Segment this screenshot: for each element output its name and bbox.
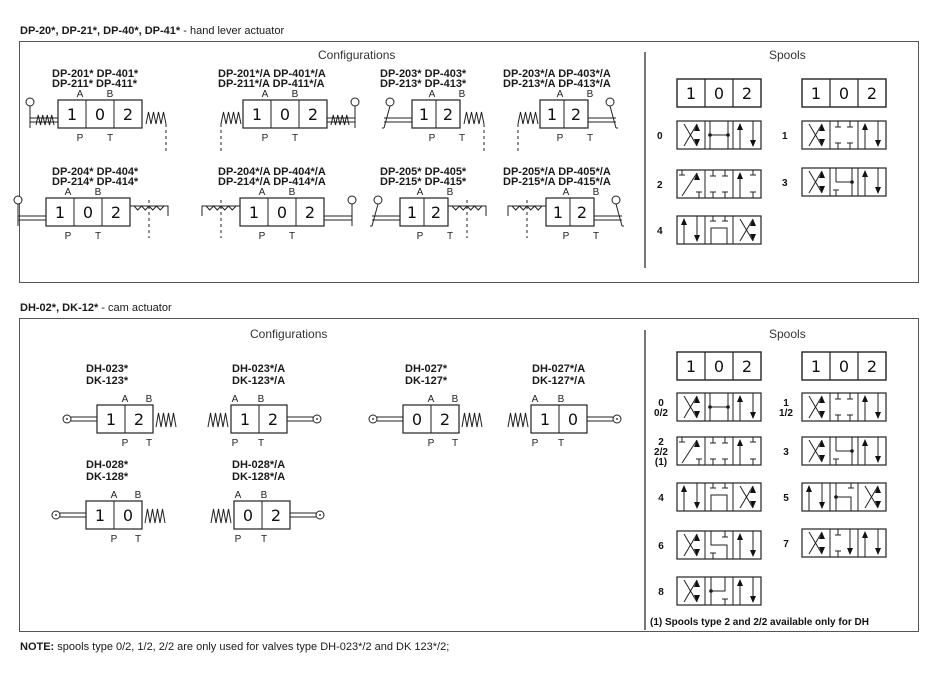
spring-icon <box>36 115 54 125</box>
port-p: P <box>428 133 436 144</box>
port-b: B <box>557 394 565 405</box>
spring-icon <box>464 112 484 124</box>
spool-symbol <box>677 483 761 511</box>
position-number: 0 <box>122 506 134 525</box>
port-b: B <box>458 89 466 100</box>
position-number: 1 <box>248 203 260 222</box>
port-b: B <box>257 394 265 405</box>
config-label: DP-211* DP-411* <box>52 78 137 90</box>
port-a: A <box>556 89 564 100</box>
position-number: 2 <box>110 203 122 222</box>
config-label: DP-204*/A DP-404*/A <box>218 166 326 178</box>
port-t: T <box>288 231 296 242</box>
spool-label: 8 <box>658 587 664 598</box>
spools-heading: Spools <box>769 48 806 62</box>
spool-label: 1 <box>782 131 788 142</box>
position-number: 1 <box>810 357 822 376</box>
spool-label: 6 <box>658 541 664 552</box>
port-a: A <box>416 187 424 198</box>
port-t: T <box>145 438 153 449</box>
lever-knob-icon <box>348 196 356 204</box>
config-label: DK-123* <box>86 375 129 387</box>
port-a: A <box>110 490 118 501</box>
position-number: 2 <box>270 506 282 525</box>
spool-symbol <box>802 393 886 421</box>
note-text: spools type 0/2, 1/2, 2/2 are only used for valves type DH-023*/2 and DK 123*/2; <box>54 641 450 653</box>
spool-label: 5 <box>783 493 789 504</box>
position-number: 0 <box>94 105 106 124</box>
position-number: 1 <box>66 105 78 124</box>
spool-label: 0/2 <box>654 408 668 419</box>
port-a: A <box>428 89 436 100</box>
port-p: P <box>562 231 570 242</box>
config-label: DP-214* DP-414* <box>52 176 139 188</box>
position-number: 2 <box>307 105 319 124</box>
spool-label: 1 <box>783 398 789 409</box>
port-a: A <box>261 89 269 100</box>
lever-knob-icon <box>14 196 22 204</box>
config-label: DP-213*/A DP-413*/A <box>503 78 611 90</box>
position-number: 0 <box>838 357 850 376</box>
port-b: B <box>134 490 142 501</box>
section-title-models: DP-20*, DP-21*, DP-40*, DP-41* <box>20 25 181 37</box>
lever-knob-icon <box>351 98 359 106</box>
port-t: T <box>586 133 594 144</box>
position-number: 1 <box>685 357 697 376</box>
position-number: 1 <box>418 105 430 124</box>
config-label: DK-128* <box>86 471 129 483</box>
position-number: 1 <box>105 410 117 429</box>
position-number: 1 <box>552 203 564 222</box>
position-number: 1 <box>94 506 106 525</box>
spool-label: 2 <box>658 437 664 448</box>
config-label: DH-023*/A <box>232 363 286 375</box>
position-number: 2 <box>430 203 442 222</box>
position-number: 0 <box>713 84 725 103</box>
spool-label: 4 <box>657 226 663 237</box>
port-a: A <box>427 394 435 405</box>
position-number: 2 <box>741 357 753 376</box>
port-t: T <box>592 231 600 242</box>
config-label: DK-127*/A <box>532 375 586 387</box>
section-title-desc: - hand lever actuator <box>180 25 285 37</box>
position-number: 0 <box>838 84 850 103</box>
spool-symbol <box>802 121 886 149</box>
spool-label: 3 <box>783 447 789 458</box>
note <box>20 641 449 653</box>
position-number: 1 <box>251 105 263 124</box>
position-number: 0 <box>279 105 291 124</box>
position-number: 2 <box>442 105 454 124</box>
port-p: P <box>234 534 242 545</box>
port-a: A <box>121 394 129 405</box>
config-label: DP-214*/A DP-414*/A <box>218 176 326 188</box>
port-a: A <box>531 394 539 405</box>
section-title-models: DH-02*, DK-12* <box>20 302 99 314</box>
spring-icon <box>156 413 176 427</box>
position-number: 0 <box>567 410 579 429</box>
position-number: 1 <box>54 203 66 222</box>
spool-label: 4 <box>658 493 664 504</box>
config-label: DP-201*/A DP-401*/A <box>218 68 326 80</box>
port-p: P <box>531 438 539 449</box>
spool-label: 0 <box>657 131 663 142</box>
lever-knob-icon <box>374 196 382 204</box>
port-a: A <box>231 394 239 405</box>
port-b: B <box>94 187 102 198</box>
lever-knob-icon <box>26 98 34 106</box>
config-label: DP-211*/A DP-411*/A <box>218 78 325 90</box>
spool-symbol <box>802 529 886 557</box>
position-number: 1 <box>406 203 418 222</box>
config-label: DH-027*/A <box>532 363 586 375</box>
position-number: 2 <box>439 410 451 429</box>
config-label: DP-201* DP-401* <box>52 68 139 80</box>
position-number: 2 <box>267 410 279 429</box>
config-label: DP-205*/A DP-405*/A <box>503 166 611 178</box>
position-number: 0 <box>242 506 254 525</box>
port-a: A <box>76 89 84 100</box>
config-label: DH-023* <box>86 363 129 375</box>
port-b: B <box>145 394 153 405</box>
position-number: 2 <box>741 84 753 103</box>
port-t: T <box>106 133 114 144</box>
port-p: P <box>258 231 266 242</box>
config-label: DP-213* DP-413* <box>380 78 467 90</box>
spring-icon <box>518 112 538 124</box>
config-label: DK-127* <box>405 375 448 387</box>
spool-label: 2 <box>657 180 663 191</box>
position-number: 0 <box>276 203 288 222</box>
config-label: DP-205* DP-405* <box>380 166 467 178</box>
port-t: T <box>458 133 466 144</box>
spring-icon <box>208 413 228 427</box>
config-label: DH-028* <box>86 459 129 471</box>
port-b: B <box>451 394 459 405</box>
port-b: B <box>288 187 296 198</box>
spring-icon <box>145 509 165 523</box>
spool-label: 7 <box>783 539 789 550</box>
spring-icon <box>211 509 231 523</box>
port-t: T <box>257 438 265 449</box>
position-number: 1 <box>539 410 551 429</box>
position-number: 1 <box>239 410 251 429</box>
port-b: B <box>592 187 600 198</box>
spool-footnote: (1) Spools type 2 and 2/2 available only for DH <box>650 617 869 628</box>
port-a: A <box>64 187 72 198</box>
port-t: T <box>260 534 268 545</box>
port-p: P <box>64 231 72 242</box>
configurations-heading: Configurations <box>250 327 328 341</box>
port-b: B <box>106 89 114 100</box>
config-label: DK-128*/A <box>232 471 286 483</box>
configurations-heading: Configurations <box>318 48 396 62</box>
spring-icon <box>462 413 482 427</box>
config-label: DP-204* DP-404* <box>52 166 139 178</box>
position-number: 2 <box>122 105 134 124</box>
lever-knob-icon <box>606 98 614 106</box>
config-label: DP-203* DP-403* <box>380 68 467 80</box>
port-b: B <box>586 89 594 100</box>
config-label: DP-215*/A DP-415*/A <box>503 176 611 188</box>
port-p: P <box>76 133 84 144</box>
spool-label: (1) <box>654 457 668 468</box>
position-number: 2 <box>866 84 878 103</box>
position-number: 1 <box>810 84 822 103</box>
note-label: NOTE: <box>20 641 55 653</box>
position-number: 0 <box>82 203 94 222</box>
config-label: DK-123*/A <box>232 375 286 387</box>
spring-icon <box>221 112 241 124</box>
port-a: A <box>562 187 570 198</box>
config-label: DH-027* <box>405 363 448 375</box>
port-p: P <box>121 438 129 449</box>
spring-icon <box>508 413 528 427</box>
spool-label: 1/2 <box>779 408 793 419</box>
port-p: P <box>416 231 424 242</box>
port-p: P <box>556 133 564 144</box>
lever-knob-icon <box>386 98 394 106</box>
config-label: DP-215* DP-415* <box>380 176 467 188</box>
port-t: T <box>557 438 565 449</box>
port-t: T <box>134 534 142 545</box>
spool-label: 2/2 <box>654 447 668 458</box>
port-t: T <box>291 133 299 144</box>
position-number: 1 <box>546 105 558 124</box>
position-number: 2 <box>304 203 316 222</box>
port-t: T <box>451 438 459 449</box>
spool-symbol <box>677 216 761 244</box>
position-number: 0 <box>713 357 725 376</box>
spring-icon <box>146 112 166 124</box>
port-b: B <box>446 187 454 198</box>
position-number: 1 <box>685 84 697 103</box>
port-p: P <box>261 133 269 144</box>
port-a: A <box>258 187 266 198</box>
port-b: B <box>291 89 299 100</box>
section-title-desc: - cam actuator <box>98 302 172 314</box>
spool-label: 0 <box>658 398 664 409</box>
port-t: T <box>446 231 454 242</box>
position-number: 2 <box>133 410 145 429</box>
port-p: P <box>427 438 435 449</box>
position-number: 2 <box>866 357 878 376</box>
spring-icon <box>331 115 349 125</box>
port-b: B <box>260 490 268 501</box>
config-label: DH-028*/A <box>232 459 286 471</box>
port-a: A <box>234 490 242 501</box>
lever-knob-icon <box>612 196 620 204</box>
port-p: P <box>231 438 239 449</box>
position-number: 0 <box>411 410 423 429</box>
spool-label: 3 <box>782 178 788 189</box>
config-label: DP-203*/A DP-403*/A <box>503 68 611 80</box>
position-number: 2 <box>576 203 588 222</box>
spools-heading: Spools <box>769 327 806 341</box>
port-p: P <box>110 534 118 545</box>
port-t: T <box>94 231 102 242</box>
position-number: 2 <box>570 105 582 124</box>
